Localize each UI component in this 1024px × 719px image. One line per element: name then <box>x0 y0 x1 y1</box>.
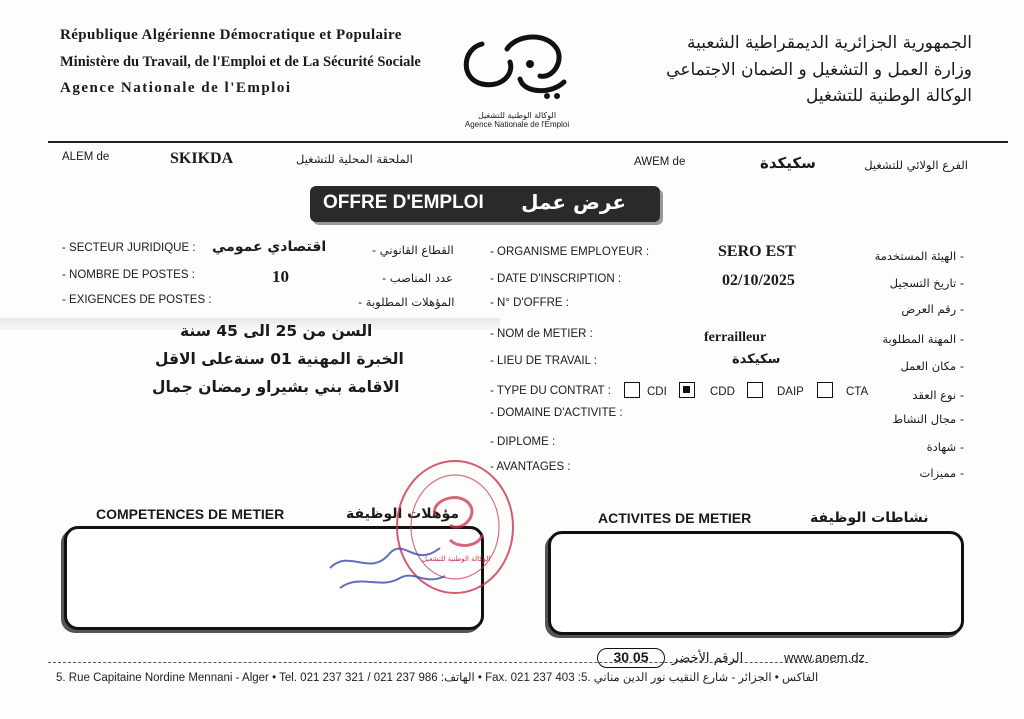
green-number-badge <box>597 648 665 668</box>
checkbox-cdi-label: CDI <box>647 386 667 398</box>
domaine-label: - DOMAINE D'ACTIVITE : <box>490 407 623 419</box>
footer-address: 5. Rue Capitaine Nordine Mennani - Alger • Tel. 021 237 321 / 021 237 986 :الهاتف • Fax. 021 237 403 :الفاكس • الجزائر - شارع النقيب نور الدين مناني .5 <box>56 672 819 684</box>
date-value: 02/10/2025 <box>722 272 795 289</box>
checkbox-cta-label: CTA <box>846 386 869 398</box>
organisme-ar-label: - الهيئة المستخدمة <box>874 249 964 263</box>
green-number: 30 05 <box>613 649 649 665</box>
metier-ar-label: - المهنة المطلوبة <box>882 332 964 346</box>
avantages-label: - AVANTAGES : <box>490 461 571 473</box>
diplome-label: - DIPLOME : <box>490 436 556 448</box>
awem-label: AWEM de <box>634 156 686 168</box>
awem-ar-label: الفرع الولائي للتشغيل <box>864 158 968 172</box>
secteur-value: اقتصادي عمومي <box>212 239 327 255</box>
stamp-text: الوكالة الوطنية للتشغيل <box>421 555 491 563</box>
offer-banner <box>310 186 660 222</box>
alem-value: SKIKDA <box>170 150 234 167</box>
postes-value: 10 <box>272 267 289 286</box>
postes-label: - NOMBRE DE POSTES : <box>62 269 195 281</box>
contrat-label: - TYPE DU CONTRAT : <box>490 385 611 397</box>
competences-ar-title: مؤهلات الوظيفة <box>346 506 460 522</box>
logo-ar-caption: الوكالة الوطنية للتشغيل <box>477 111 557 120</box>
contrat-ar-label: - نوع العقد <box>912 388 964 402</box>
header-ar-republic: الجمهورية الجزائرية الديمقراطية الشعبية <box>686 33 972 53</box>
requirement-residence: الاقامة بني بشيراو رمضان جمال <box>152 378 400 396</box>
header-ar-agency: الوكالة الوطنية للتشغيل <box>806 86 972 106</box>
metier-value: ferrailleur <box>704 330 767 345</box>
banner-ar-title: عرض عمل <box>521 190 626 214</box>
checkbox-cta[interactable] <box>817 382 833 398</box>
organisme-label: - ORGANISME EMPLOYEUR : <box>490 246 650 258</box>
exigences-ar-label: المؤهلات المطلوبة - <box>358 295 455 309</box>
checkbox-cdd[interactable] <box>679 382 695 398</box>
offre-ar-label: - رقم العرض <box>901 302 964 316</box>
date-ar-label: - تاريخ التسجيل <box>889 276 964 290</box>
secteur-ar-label: القطاع القانوني - <box>372 243 454 257</box>
anem-logo <box>452 24 582 134</box>
header-fr-ministry: Ministère du Travail, de l'Emploi et de La Sécurité Sociale <box>60 54 421 70</box>
footer-divider-dashed <box>48 662 868 664</box>
diplome-ar-label: - شهادة <box>926 440 964 454</box>
awem-value: سكيكدة <box>760 154 816 172</box>
organisme-value: SERO EST <box>718 243 796 260</box>
banner-fr-title: OFFRE D'EMPLOI <box>323 192 484 213</box>
green-number-label: الرقم الأخضر <box>672 651 744 666</box>
signature <box>320 528 460 598</box>
domaine-ar-label: - مجال النشاط <box>892 412 964 426</box>
avantages-ar-label: - مميزات <box>919 466 964 480</box>
checkbox-daip-label: DAIP <box>777 386 804 398</box>
activites-ar-title: نشاطات الوظيفة <box>810 510 929 526</box>
alem-ar-label: الملحقة المحلية للتشغيل <box>296 152 413 166</box>
lieu-ar-label: - مكان العمل <box>900 359 964 373</box>
header-fr-agency: Agence Nationale de l'Emploi <box>60 80 292 96</box>
competences-title: COMPETENCES DE METIER <box>96 506 285 522</box>
postes-ar-label: عدد المناصب - <box>382 271 453 285</box>
header-fr-republic: République Algérienne Démocratique et Populaire <box>60 27 402 43</box>
header-divider <box>48 141 1008 143</box>
checkbox-cdi[interactable] <box>624 382 640 398</box>
requirement-experience: الخبرة المهنية 01 سنةعلى الاقل <box>155 350 404 368</box>
metier-label: - NOM de METIER : <box>490 328 593 340</box>
activites-title: ACTIVITES DE METIER <box>598 510 752 526</box>
checkbox-daip[interactable] <box>747 382 763 398</box>
activites-box[interactable] <box>548 531 964 635</box>
website-link[interactable]: www.anem.dz <box>784 650 865 665</box>
secteur-label: - SECTEUR JURIDIQUE : <box>62 242 196 254</box>
date-label: - DATE D'INSCRIPTION : <box>490 273 622 285</box>
alem-label: ALEM de <box>62 151 110 163</box>
lieu-label: - LIEU DE TRAVAIL : <box>490 355 597 367</box>
lieu-value: سكيكدة <box>732 352 781 367</box>
checkbox-cdd-label: CDD <box>710 386 735 398</box>
requirement-age: السن من 25 الى 45 سنة <box>180 322 373 340</box>
exigences-label: - EXIGENCES DE POSTES : <box>62 294 212 306</box>
anem-logo-icon <box>452 24 582 104</box>
offre-label: - N° D'OFFRE : <box>490 297 569 309</box>
logo-fr-caption: Agence Nationale de l'Emploi <box>464 120 570 129</box>
header-ar-ministry: وزارة العمل و التشغيل و الضمان الاجتماعي <box>666 60 972 80</box>
